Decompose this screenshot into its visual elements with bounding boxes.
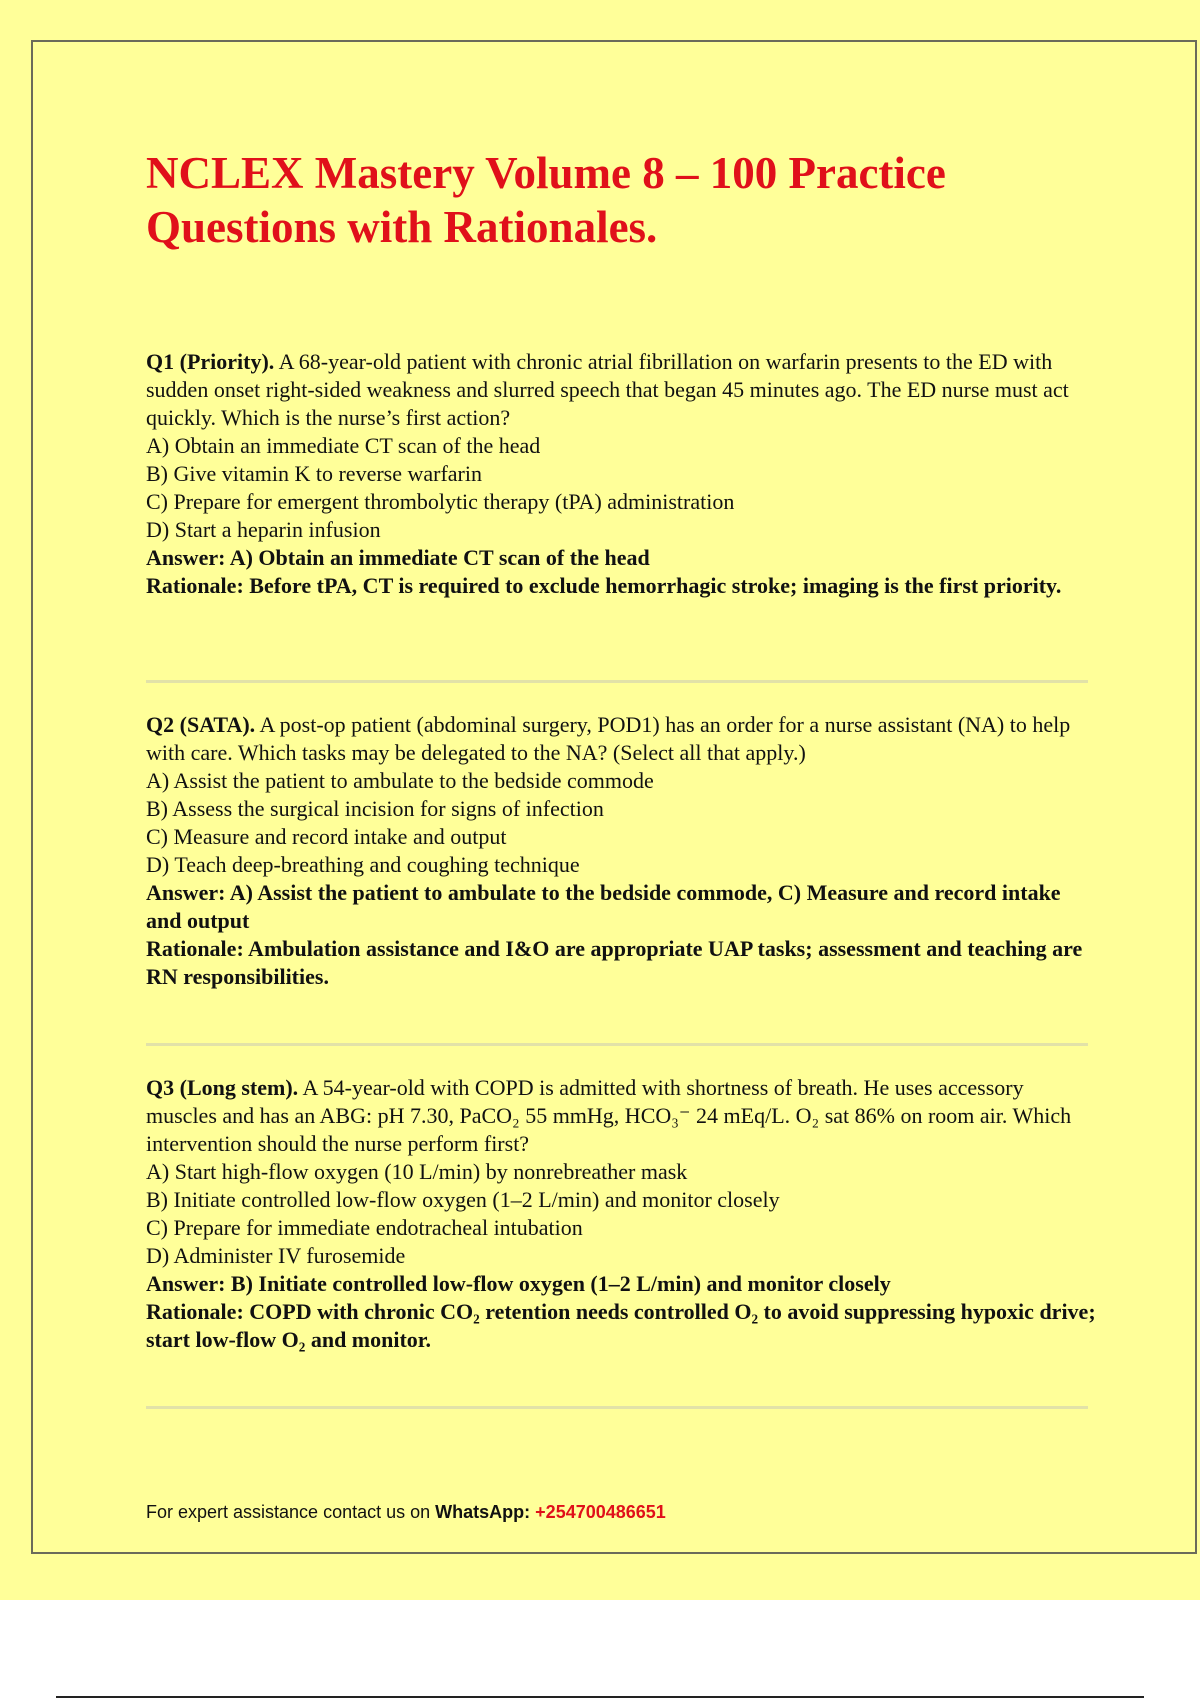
correct-answer: Answer: A) Obtain an immediate CT scan of the head (146, 545, 650, 570)
whatsapp-phone-number: +254700486651 (535, 1502, 666, 1522)
answer-option-a: A) Assist the patient to ambulate to the bedside commode (146, 768, 654, 793)
question-text: A post-op patient (abdominal surgery, POD1) has an order for a nurse assistant (NA) to help with care. Which tasks may be delegated to the NA? (Select all that apply.) (146, 712, 1071, 765)
question-heading: Q1 (Priority). (146, 349, 275, 374)
correct-answer: Answer: B) Initiate controlled low-flow oxygen (1–2 L/min) and monitor closely (146, 1271, 891, 1296)
rationale: Rationale: COPD with chronic CO₂ retention needs controlled O₂ to avoid suppressing hypoxic drive; start low-flow O₂ and monitor. (146, 1299, 1096, 1352)
footer-text: For expert assistance contact us on (146, 1502, 431, 1522)
question-text: A 68-year-old patient with chronic atrial fibrillation on warfarin presents to the ED with sudden onset right-sided weakness and slurred speech that began 45 minutes ago. The ED nurse must act quickly. Which is the nurse’s first action? (146, 349, 1069, 430)
question-heading: Q3 (Long stem). (146, 1075, 299, 1100)
question-block-3 (146, 1074, 1096, 1354)
section-divider (146, 1406, 1088, 1409)
question-block-1 (146, 348, 1096, 600)
whatsapp-label: WhatsApp: (435, 1502, 531, 1522)
question-block-2 (146, 711, 1096, 991)
answer-option-a: A) Start high-flow oxygen (10 L/min) by nonrebreather mask (146, 1159, 688, 1184)
contact-footer (146, 1500, 666, 1524)
question-text: A 54-year-old with COPD is admitted with shortness of breath. He uses accessory muscles and has an ABG: pH 7.30, PaCO₂ 55 mmHg, HCO₃⁻ 24 mEq/L. O₂ sat 86% on room air. Which intervention should the nurse perform first? (146, 1075, 1072, 1156)
question-stem (146, 711, 1096, 767)
question-heading: Q2 (SATA). (146, 712, 256, 737)
correct-answer: Answer: A) Assist the patient to ambulate to the bedside commode, C) Measure and record intake and output (146, 880, 1061, 933)
answer-option-b: B) Initiate controlled low-flow oxygen (1–2 L/min) and monitor closely (146, 1187, 780, 1212)
rationale: Rationale: Before tPA, CT is required to exclude hemorrhagic stroke; imaging is the first priority. (146, 573, 1062, 598)
answer-option-c: C) Prepare for emergent thrombolytic therapy (tPA) administration (146, 489, 735, 514)
document-title: NCLEX Mastery Volume 8 – 100 Practice Questions with Rationales. (146, 148, 946, 252)
section-divider (146, 1043, 1088, 1046)
bottom-rule (56, 1696, 1144, 1698)
answer-option-b: B) Give vitamin K to reverse warfarin (146, 461, 482, 486)
section-divider (146, 680, 1088, 683)
question-stem (146, 348, 1096, 432)
answer-option-d: D) Administer IV furosemide (146, 1243, 406, 1268)
answer-option-b: B) Assess the surgical incision for signs of infection (146, 796, 604, 821)
question-stem (146, 1074, 1096, 1158)
answer-option-d: D) Teach deep-breathing and coughing technique (146, 852, 580, 877)
answer-option-c: C) Measure and record intake and output (146, 824, 507, 849)
rationale: Rationale: Ambulation assistance and I&O are appropriate UAP tasks; assessment and teaching are RN responsibilities. (146, 936, 1083, 989)
answer-option-a: A) Obtain an immediate CT scan of the head (146, 433, 541, 458)
answer-option-c: C) Prepare for immediate endotracheal intubation (146, 1215, 583, 1240)
answer-option-d: D) Start a heparin infusion (146, 517, 381, 542)
